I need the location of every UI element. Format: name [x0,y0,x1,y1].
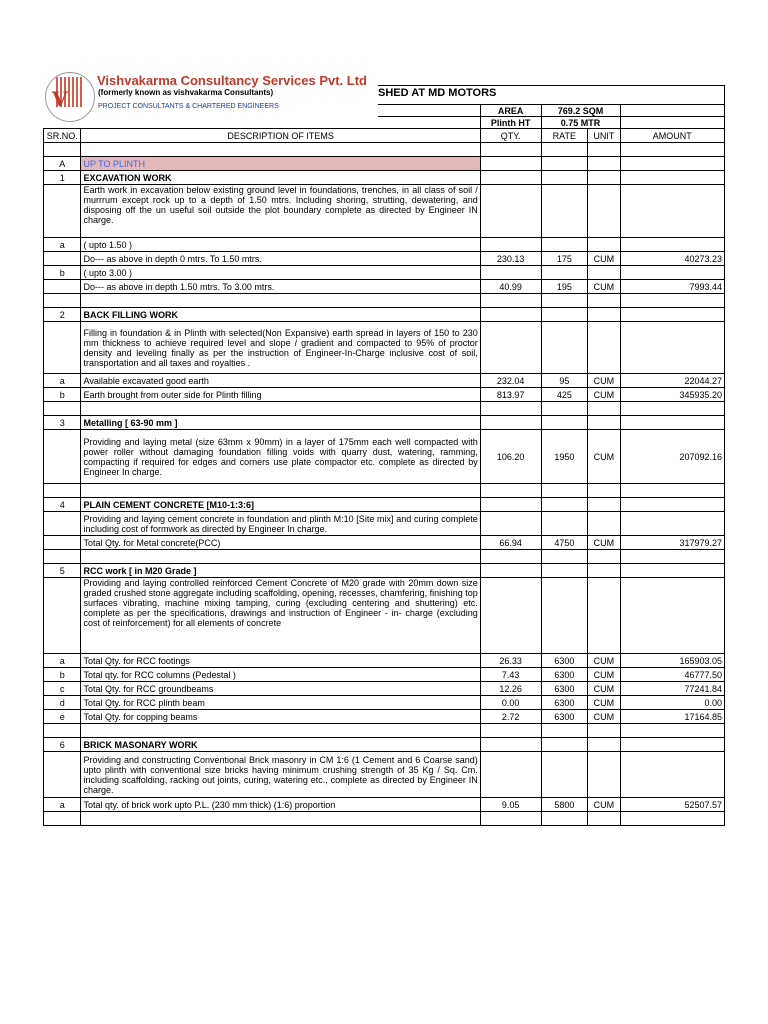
table-row: Do--- as above in depth 0 mtrs. To 1.50 mtrs. 230.13 175 CUM 40273.23 [44,252,725,266]
area-value: 769.2 SQM [541,105,620,117]
table-row: Total Qty. for Metal concrete(PCC) 66.94 4750 CUM 317979.27 [44,536,725,550]
column-header-row [44,129,725,143]
item-description: Providing and laying metal (size 63mm x 90mm) in a layer of 175mm each well compacted with power roller without damaging foundation filling voids with quarry dust, watering, ramming, compacting if required for edges and corners use plate compactor etc. complete as directed by Engineer In charge. [81,430,480,484]
col-sr: SR.NO. [44,129,81,143]
estimate-table: AREA 769.2 SQM Plinth HT 0.75 MTR SR.NO. DESCRIPTION OF ITEMS QTY. RATE UNIT AMOUNT A UP TO PLINTH 1 EXCAVATION WORK Earth work in excavation below existing ground level in foundations, trenches, in all class of soil / murrrum except rock up to a depth of 1.50 mtrs. Including shoring, strutting, dewatering, and disposing off the un useful soil outside the plot boundary complete as directed by Engineer IN charge. a ( upto 1.50 ) Do--- as above in depth 0 mtrs. To 1.50 mtrs. 230.13 175 CUM 40273.23 b ( upto 3.00 ) Do--- as above in depth 1.50 mtrs. To 3.00 mtrs. 40.99 195 CUM 7993.44 2 BACK FILLING WORK Filling in foundation & in Plinth with selected(Non Expansive) earth spread in layers of 150 to 230 mm thickness to achieve required level and slope / gradient and compacted to 95% of proctor density and leveling finally as per the instruction of Engineer-In-Charge inclusive cost of soil, transportation and all taxes and royalties . a Available excavated good earth 232.04 95 CUM 22044.27 b Earth brought from outer side for Plinth filling 813.97 425 CUM 345935.20 3 Metalling [ 63-90 mm ] Providing and laying metal (size 63mm x 90mm) in a layer of 175mm each well compacted with power roller without damaging foundation filling voids with quarry dust, watering, ramming, compacting if required for edges and corners use plate compactor etc. complete as directed by Engineer In charge. 106.20 1950 CUM 207092.16 4 PLAIN CEMENT CONCRETE [M10-1:3:6] Providing and laying cement concrete in foundation and plinth M:10 [Site mix] and curing complete including cost of formwork as directed by Engineer In charge. Total Qty. for Metal concrete(PCC) 66.94 4750 CUM 317979.27 5 RCC work [ in M20 Grade ] Providing and laying controlled reinforced Cement Concrete of M20 grade with 20mm down size graded crushed stone aggregate including scaffolding, opening, recesses, chamfering, finishing top surfaces vibrating, machine mixing tamping, curing (excluding centering and shuttering) etc. complete as per the specifications, drawings and instruction of Engineer - in- charge (excluding cost of reinforcement) for all elements of concrete a Total Qty. for RCC footings 26.33 6300 CUM 165903.05 b Total qty. for RCC columns (Pedestal ) 7.43 6300 CUM 46777.50 c Total Qty. for RCC groundbeams 12.26 6300 CUM 77241.84 d Total Qty. for RCC plinth beam 0.00 6300 CUM 0.00 e Total Qty. for copping beams 2.72 6300 CUM 17164.85 6 BRICK MASONARY WORK Providing and constructing Conventional Brick masonry in CM 1:6 (1 Cement and 6 Coarse sand) upto plinth with conventional size bricks having minimum crushing strength of 35 Kg / Sq. Cm. including scaffolding, racking out joints, curing, watering etc., complete as directed by Engineer IN charge. a Total qty. of brick work upto P.L. (230 mm thick) (1:6) proportion 9.05 5800 CUM 52507.57 [43,85,725,826]
section-title: UP TO PLINTH [81,157,480,171]
item-title-row: 1 EXCAVATION WORK [44,171,725,185]
company-logo-block [43,73,378,128]
table-row: a Available excavated good earth 232.04 95 CUM 22044.27 [44,374,725,388]
col-unit: UNIT [588,129,620,143]
item-description: Providing and laying controlled reinforced Cement Concrete of M20 grade with 20mm down size graded crushed stone aggregate including scaffolding, opening, recesses, chamfering, finishing top surfaces vibrating, machine mixing tamping, curing (excluding centering and shuttering) etc. complete as per the specifications, drawings and instruction of Engineer - in- charge (excluding cost of reinforcement) for all elements of concrete [81,578,480,654]
item-title-row: 5 RCC work [ in M20 Grade ] [44,564,725,578]
col-qty: QTY. [480,129,541,143]
plinth-value: 0.75 MTR [541,117,620,129]
page-title: SHED AT MD MOTORS [378,87,497,99]
table-row: Do--- as above in depth 1.50 mtrs. To 3.00 mtrs. 40.99 195 CUM 7993.44 [44,280,725,294]
item-description: Providing and constructing Conventional Brick masonry in CM 1:6 (1 Cement and 6 Coarse sand) upto plinth with conventional size bricks having minimum crushing strength of 35 Kg / Sq. Cm. including scaffolding, racking out joints, curing, watering etc., complete as directed by Engineer IN charge. [81,752,480,798]
col-rate: RATE [541,129,588,143]
table-row: b Earth brought from outer side for Plinth filling 813.97 425 CUM 345935.20 [44,388,725,402]
col-amount: AMOUNT [620,129,724,143]
item-title-row: 6 BRICK MASONARY WORK [44,738,725,752]
estimate-sheet [43,85,725,826]
table-row: a Total qty. of brick work upto P.L. (230 mm thick) (1:6) proportion 9.05 5800 CUM 52507.57 [44,798,725,812]
company-logo: V [45,72,95,122]
company-tagline: PROJECT CONSULTANTS & CHARTERED ENGINEERS [98,103,279,110]
item-title-row: 4 PLAIN CEMENT CONCRETE [M10-1:3:6] [44,498,725,512]
table-row: Providing and laying metal (size 63mm x 90mm) in a layer of 175mm each well compacted with power roller without damaging foundation filling voids with quarry dust, watering, ramming, compacting if required for edges and corners use plate compactor etc. complete as directed by Engineer In charge. 106.20 1950 CUM 207092.16 [44,430,725,484]
company-formerly: (formerly known as vishvakarma Consultants) [98,88,274,97]
item-description: Providing and laying cement concrete in foundation and plinth M:10 [Site mix] and curing complete including cost of formwork as directed by Engineer In charge. [81,512,480,536]
section-row: A UP TO PLINTH [44,157,725,171]
table-row: a Total Qty. for RCC footings 26.33 6300 CUM 165903.05 [44,654,725,668]
table-row: b Total qty. for RCC columns (Pedestal ) 7.43 6300 CUM 46777.50 [44,668,725,682]
table-row: c Total Qty. for RCC groundbeams 12.26 6300 CUM 77241.84 [44,682,725,696]
table-row: d Total Qty. for RCC plinth beam 0.00 6300 CUM 0.00 [44,696,725,710]
col-desc: DESCRIPTION OF ITEMS [81,129,480,143]
item-description: Filling in foundation & in Plinth with selected(Non Expansive) earth spread in layers of 150 to 230 mm thickness to achieve required level and slope / gradient and compacted to 95% of proctor density and leveling finally as per the instruction of Engineer-In-Charge inclusive cost of soil, transportation and all taxes and royalties . [81,322,480,374]
item-title-row: 3 Metalling [ 63-90 mm ] [44,416,725,430]
item-title-row: 2 BACK FILLING WORK [44,308,725,322]
plinth-label: Plinth HT [480,117,541,129]
area-label: AREA [480,105,541,117]
item-description: Earth work in excavation below existing ground level in foundations, trenches, in all class of soil / murrrum except rock up to a depth of 1.50 mtrs. Including shoring, strutting, dewatering, and disposing off the un useful soil outside the plot boundary complete as directed by Engineer IN charge. [81,185,480,238]
company-name: Vishvakarma Consultancy Services Pvt. Ltd [97,73,367,88]
table-row: e Total Qty. for copping beams 2.72 6300 CUM 17164.85 [44,710,725,724]
